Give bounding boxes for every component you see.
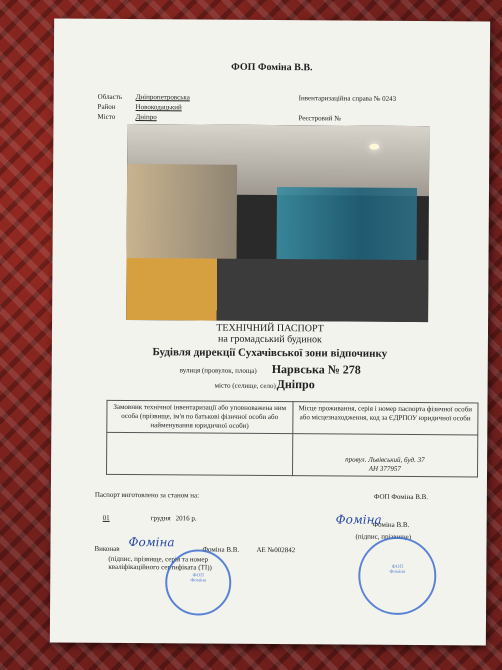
raion-value: Новокодацький bbox=[135, 103, 182, 112]
customer-header: Замовник технічної інвентаризації або уповноважена ним особа (прізвище, ім'я по батькові фізичної особи або найменування юридичної особи) bbox=[107, 400, 293, 433]
address-header: Місце проживання, серія і номер паспорта фізичної особи або місцезнаходження, код за ЄДРПОУ юридичної особи bbox=[292, 402, 478, 435]
street-label: вулиця (провулок, площа) bbox=[179, 366, 257, 375]
executor-name: Фоміна В.В. bbox=[202, 545, 240, 554]
date-month: грудня bbox=[150, 514, 171, 523]
address-cell bbox=[292, 434, 478, 477]
signer-signature: Фоміна bbox=[335, 512, 382, 527]
seal-stamp-left: ФОП Фоміна bbox=[165, 549, 231, 615]
street-value: Нарвська № 278 bbox=[271, 362, 361, 377]
signer-name: Фоміна В.В. bbox=[372, 520, 410, 529]
document-page bbox=[50, 18, 490, 645]
customer-table bbox=[106, 400, 479, 478]
executor-caption: (підпис, прізвище, серія та номер кваліфікаційного сертифіката (ТІ)) bbox=[108, 554, 212, 572]
oblast-value: Дніпропетровська bbox=[135, 93, 190, 102]
date-year: 2016 р. bbox=[175, 514, 197, 523]
seal-stamp-right: ФОП Фоміна bbox=[358, 537, 437, 616]
oblast-label: Область bbox=[97, 92, 123, 101]
signer-caption: (підпис, прізвище) bbox=[355, 532, 412, 541]
address-line-1: провул. Львівський, буд. 37 bbox=[345, 455, 425, 465]
certificate-number: АЕ №002842 bbox=[256, 545, 296, 555]
prepared-by: ФОП Фоміна В.В. bbox=[373, 492, 429, 502]
inventory-case: Інвентаризаційна справа № 0243 bbox=[298, 94, 397, 103]
raion-label: Район bbox=[97, 102, 116, 111]
prepared-label: Паспорт виготовлено за станом на: bbox=[94, 490, 200, 500]
city-value: Дніпро bbox=[276, 377, 315, 392]
document-title: ТЕХНІЧНИЙ ПАСПОРТ bbox=[216, 322, 324, 335]
address-line-2: АН 377957 bbox=[368, 464, 401, 473]
executor-label: Виконав bbox=[94, 544, 120, 553]
organization-header: ФОП Фоміна В.В. bbox=[231, 61, 313, 74]
register-number: Реєстровий № bbox=[298, 114, 341, 123]
customer-cell bbox=[107, 432, 293, 475]
misto-value: Дніпро bbox=[135, 113, 157, 122]
building-name: Будівля дирекції Сухачівської зони відпочинку bbox=[152, 346, 388, 360]
city-label: місто (селище, село) bbox=[214, 381, 276, 391]
building-interior-photo bbox=[126, 124, 429, 322]
misto-label: Місто bbox=[97, 112, 116, 121]
document-subtitle: на громадський будинок bbox=[218, 333, 322, 346]
executor-signature: Фоміна bbox=[128, 535, 175, 550]
date-day: 01 bbox=[102, 513, 110, 522]
